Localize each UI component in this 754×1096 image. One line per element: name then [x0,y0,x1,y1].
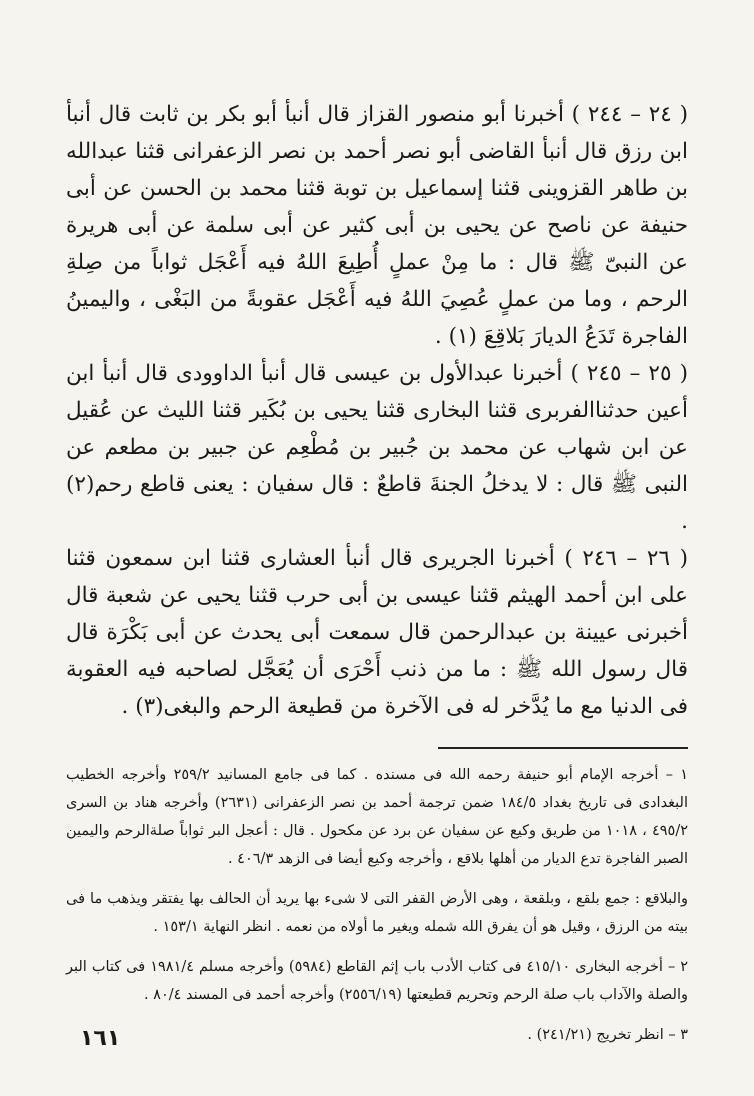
footnote-1-gloss: والبلاقع : جمع بلقع ، وبلقعة ، وهى الأرض القفر التى لا شىء بها يريد أن الحالف بها يفتقر ويذهب ما فى بيته من الرزق ، وقيل هو أن يفرق الله شمله ويغير ما أولاه من نعمه . انظر النهاية ١٥٣/١ . [66,891,688,935]
page-content [66,96,688,1061]
page-number: ١٦١ [80,1026,121,1051]
footnote-1: ١ – أخرجه الإمام أبو حنيفة رحمه الله فى مسنده . كما فى جامع المسانيد ٢٥٩/٢ وأخرجه الخطيب البغدادى فى تاريخ بغداد ١٨٤/٥ ضمن ترجمة أحمد بن نصر الزعفرانى (٢٦٣١) وأخرجه هناد بن السرى ٤٩٥/٢ ، ١٠١٨ من طريق وكيع عن سفيان عن برد عن مكحول . قال : أعجل البر ثواباً صلةالرحم واليمين الصبر الفاجرة تدع الديار من أهلها بلاقع ، وأخرجه وكيع أيضا فى الزهد ٤٠٦/٣ . [66,767,688,867]
footnote-divider [438,747,688,749]
main-text [66,96,688,725]
hadith-entry-244: ( ٢٤ – ٢٤٤ ) أخبرنا أبو منصور القزاز قال أنبأ أبو بكر بن ثابت قال أنبأ ابن رزق قال أنبأ القاضى أبو نصر أحمد بن نصر الزعفرانى قثنا عبدالله بن طاهر القزوينى قثنا إسماعيل بن توبة قثنا محمد بن الحسن عن أبى حنيفة عن ناصح عن يحيى بن أبى كثير عن أبى سلمة عن أبى هريرة عن النبىّ ﷺ قال : ما مِنْ عملٍ أُطِيعَ اللهُ فيه أَعْجَل ثواباً من صِلةِ الرحم ، وما من عملٍ عُصِيَ اللهُ فيه أَعْجَل عقوبةً من البَغْى ، واليمينُ الفاجرة تَدَعُ الديارَ بَلاقِعَ (١) . [66,102,689,349]
footnotes [66,761,688,1049]
footnote-3: ٣ – انظر تخريج (٢٤١/٢١) . [527,1027,688,1043]
hadith-entry-245: ( ٢٥ – ٢٤٥ ) أخبرنا عبدالأول بن عيسى قال أنبأ الداوودى قال أنبأ ابن أعين حدثناالفربرى قثنا البخارى قثنا يحيى بن بُكَير قثنا الليث عن عُقيل عن ابن شهاب عن محمد بن جُبير بن مُطْعِم عن جبير بن مطعم عن النبى ﷺ قال : لا يدخلُ الجنةَ قاطعٌ : قال سفيان : يعنى قاطع رحم(٢) . [66,361,688,534]
hadith-entry-246: ( ٢٦ – ٢٤٦ ) أخبرنا الجريرى قال أنبأ العشارى قثنا ابن سمعون قثنا على ابن أحمد الهيثم قثنا عيسى بن أبى حرب قثنا يحيى عن شعبة قال أخبرنى عيينة بن عبدالرحمن قال سمعت أبى يحدث عن أبى بَكْرَة قال قال رسول الله ﷺ : ما من ذنب أَحْرَى أن يُعَجَّل لصاحبه فيه العقوبة فى الدنيا مع ما يُدَّخر له فى الآخرة من قطيعة الرحم والبغى(٣) . [66,546,688,719]
footnote-2: ٢ – أخرجه البخارى ٤١٥/١٠ فى كتاب الأدب باب إثم القاطع (٥٩٨٤) وأخرجه مسلم ١٩٨١/٤ فى كتاب البر والصلة والآداب باب صلة الرحم وتحريم قطيعتها (٢٥٥٦/١٩) وأخرجه أحمد فى المسند ٨٠/٤ . [66,959,689,1003]
